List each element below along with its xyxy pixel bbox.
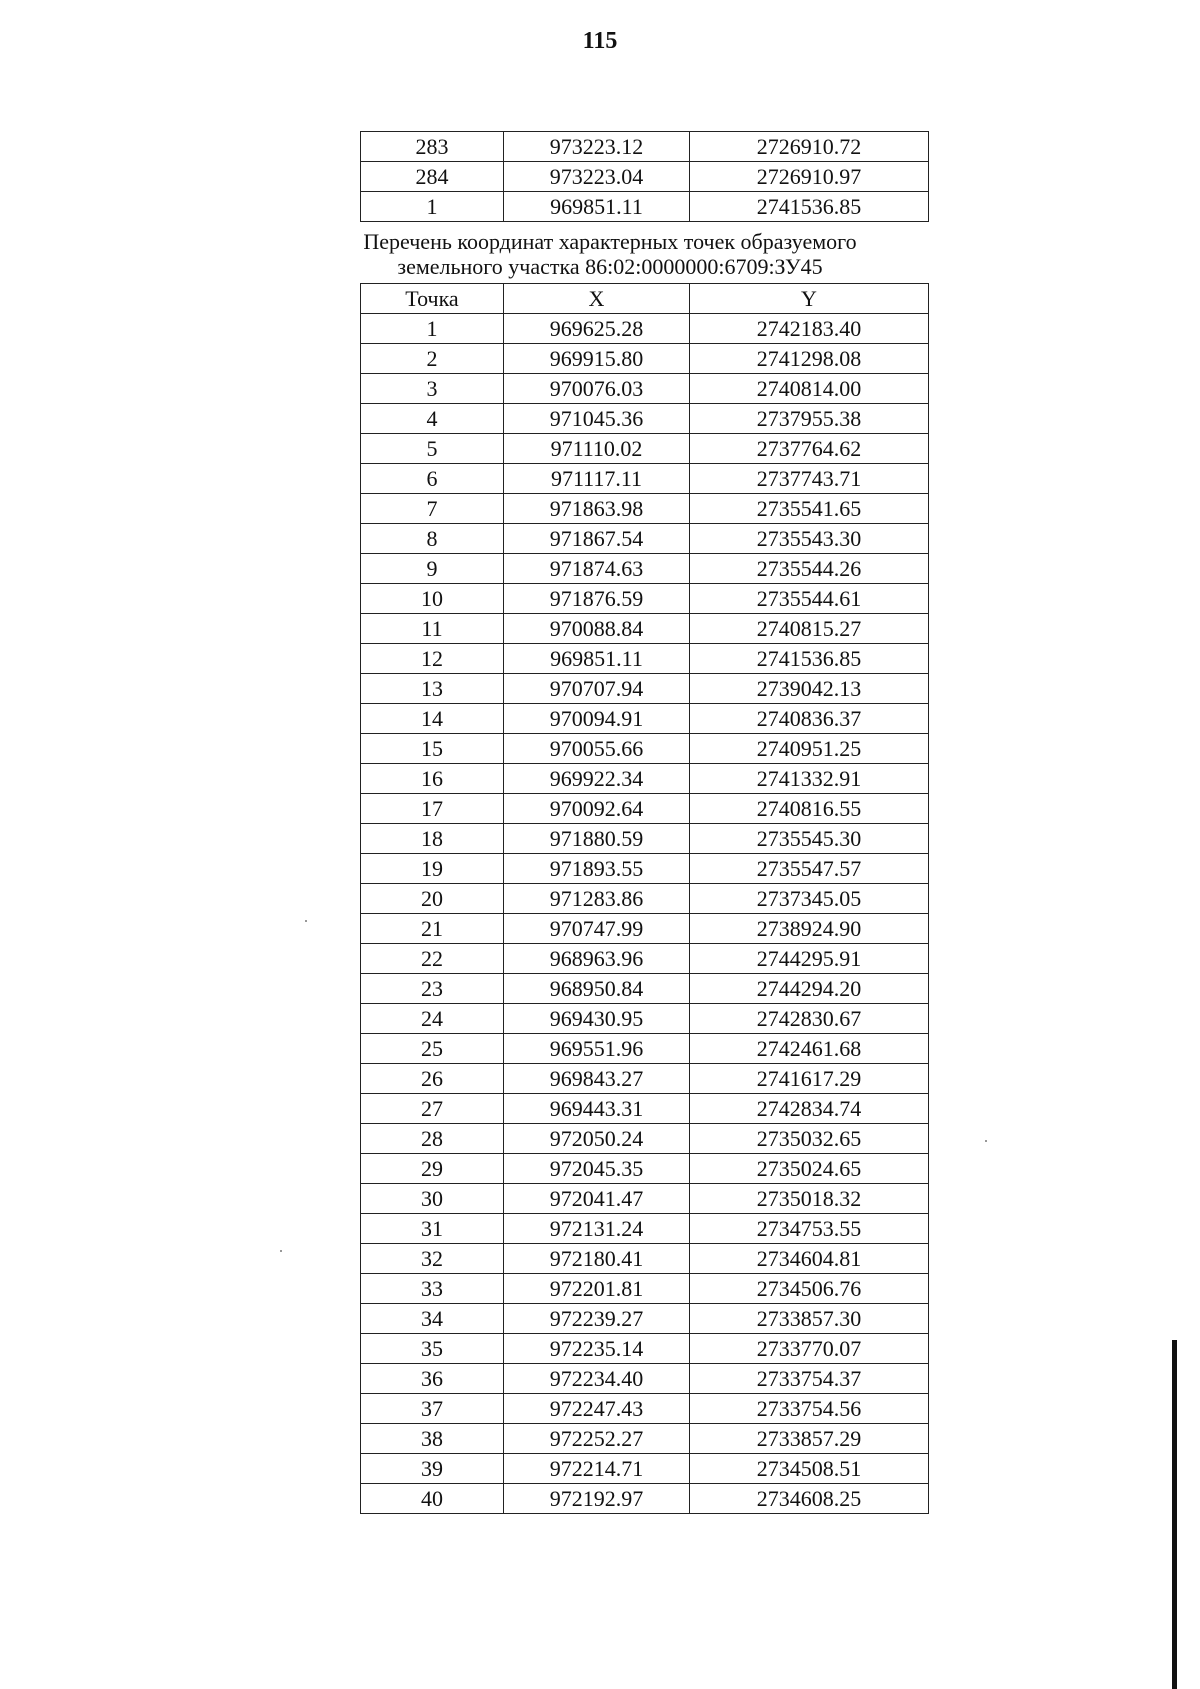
caption-line-2: земельного участка 86:02:0000000:6709:ЗУ45 — [397, 254, 823, 279]
y-cell: 2740836.37 — [690, 704, 929, 734]
y-cell: 2741617.29 — [690, 1064, 929, 1094]
table-row — [361, 1064, 929, 1094]
table-row — [361, 884, 929, 914]
x-cell: 972252.27 — [504, 1424, 690, 1454]
point-cell: 35 — [361, 1334, 504, 1364]
point-cell: 39 — [361, 1454, 504, 1484]
y-cell: 2739042.13 — [690, 674, 929, 704]
point-cell: 283 — [361, 132, 504, 162]
table-caption — [300, 229, 920, 279]
table-row — [361, 1394, 929, 1424]
point-cell: 20 — [361, 884, 504, 914]
y-cell: 2735541.65 — [690, 494, 929, 524]
table-row — [361, 1124, 929, 1154]
table-row — [361, 314, 929, 344]
table-row — [361, 404, 929, 434]
x-cell: 972239.27 — [504, 1304, 690, 1334]
point-cell: 32 — [361, 1244, 504, 1274]
y-cell: 2741332.91 — [690, 764, 929, 794]
table-row — [361, 344, 929, 374]
x-cell: 970094.91 — [504, 704, 690, 734]
y-cell: 2742461.68 — [690, 1034, 929, 1064]
y-cell: 2733770.07 — [690, 1334, 929, 1364]
point-cell: 19 — [361, 854, 504, 884]
point-cell: 10 — [361, 584, 504, 614]
point-cell: 1 — [361, 314, 504, 344]
x-cell: 973223.04 — [504, 162, 690, 192]
x-cell: 972247.43 — [504, 1394, 690, 1424]
scan-speck — [305, 920, 307, 922]
y-cell: 2735024.65 — [690, 1154, 929, 1184]
point-cell: 33 — [361, 1274, 504, 1304]
x-cell: 969851.11 — [504, 192, 690, 222]
scan-edge-bar — [1172, 1340, 1177, 1689]
y-cell: 2742183.40 — [690, 314, 929, 344]
table-row — [361, 434, 929, 464]
y-cell: 2741298.08 — [690, 344, 929, 374]
y-cell: 2741536.85 — [690, 644, 929, 674]
table-row — [361, 1154, 929, 1184]
point-cell: 18 — [361, 824, 504, 854]
y-cell: 2735544.61 — [690, 584, 929, 614]
point-cell: 8 — [361, 524, 504, 554]
point-cell: 13 — [361, 674, 504, 704]
point-cell: 14 — [361, 704, 504, 734]
y-cell: 2734608.25 — [690, 1484, 929, 1514]
point-cell: 6 — [361, 464, 504, 494]
y-cell: 2744295.91 — [690, 944, 929, 974]
x-cell: 970088.84 — [504, 614, 690, 644]
x-cell: 969625.28 — [504, 314, 690, 344]
top-table-body — [361, 132, 929, 222]
table-row — [361, 704, 929, 734]
point-cell: 22 — [361, 944, 504, 974]
table-row — [361, 854, 929, 884]
y-cell: 2726910.72 — [690, 132, 929, 162]
table-row — [361, 192, 929, 222]
y-cell: 2740816.55 — [690, 794, 929, 824]
point-cell: 11 — [361, 614, 504, 644]
table-row — [361, 494, 929, 524]
x-cell: 972234.40 — [504, 1364, 690, 1394]
y-cell: 2733857.30 — [690, 1304, 929, 1334]
table-row — [361, 1244, 929, 1274]
y-cell: 2742830.67 — [690, 1004, 929, 1034]
y-cell: 2740815.27 — [690, 614, 929, 644]
table-row — [361, 734, 929, 764]
header-x: X — [504, 284, 690, 314]
y-cell: 2744294.20 — [690, 974, 929, 1004]
point-cell: 17 — [361, 794, 504, 824]
y-cell: 2740951.25 — [690, 734, 929, 764]
y-cell: 2734506.76 — [690, 1274, 929, 1304]
point-cell: 25 — [361, 1034, 504, 1064]
point-cell: 40 — [361, 1484, 504, 1514]
x-cell: 969843.27 — [504, 1064, 690, 1094]
main-table-body — [361, 314, 929, 1514]
table-row — [361, 794, 929, 824]
y-cell: 2737764.62 — [690, 434, 929, 464]
x-cell: 970092.64 — [504, 794, 690, 824]
y-cell: 2735032.65 — [690, 1124, 929, 1154]
point-cell: 36 — [361, 1364, 504, 1394]
table-row — [361, 644, 929, 674]
table-row — [361, 584, 929, 614]
point-cell: 2 — [361, 344, 504, 374]
point-cell: 29 — [361, 1154, 504, 1184]
table-row — [361, 944, 929, 974]
y-cell: 2737743.71 — [690, 464, 929, 494]
x-cell: 969443.31 — [504, 1094, 690, 1124]
point-cell: 21 — [361, 914, 504, 944]
y-cell: 2741536.85 — [690, 192, 929, 222]
y-cell: 2735544.26 — [690, 554, 929, 584]
x-cell: 969851.11 — [504, 644, 690, 674]
caption-line-1: Перечень координат характерных точек образуемого — [363, 229, 857, 254]
x-cell: 969922.34 — [504, 764, 690, 794]
x-cell: 972131.24 — [504, 1214, 690, 1244]
table-row — [361, 132, 929, 162]
y-cell: 2733754.56 — [690, 1394, 929, 1424]
point-cell: 30 — [361, 1184, 504, 1214]
page-number: 115 — [582, 28, 618, 54]
x-cell: 971110.02 — [504, 434, 690, 464]
x-cell: 970076.03 — [504, 374, 690, 404]
table-row — [361, 374, 929, 404]
x-cell: 971867.54 — [504, 524, 690, 554]
scan-speck — [985, 1140, 987, 1142]
x-cell: 971893.55 — [504, 854, 690, 884]
point-cell: 16 — [361, 764, 504, 794]
point-cell: 4 — [361, 404, 504, 434]
scan-speck — [280, 1250, 282, 1252]
table-row — [361, 764, 929, 794]
y-cell: 2734604.81 — [690, 1244, 929, 1274]
table-row — [361, 1184, 929, 1214]
x-cell: 972201.81 — [504, 1274, 690, 1304]
y-cell: 2733857.29 — [690, 1424, 929, 1454]
y-cell: 2735018.32 — [690, 1184, 929, 1214]
point-cell: 24 — [361, 1004, 504, 1034]
main-coordinates-table — [360, 283, 929, 1514]
point-cell: 5 — [361, 434, 504, 464]
y-cell: 2740814.00 — [690, 374, 929, 404]
point-cell: 34 — [361, 1304, 504, 1334]
table-row — [361, 1274, 929, 1304]
table-row — [361, 1484, 929, 1514]
x-cell: 972045.35 — [504, 1154, 690, 1184]
y-cell: 2735547.57 — [690, 854, 929, 884]
x-cell: 971876.59 — [504, 584, 690, 614]
point-cell: 23 — [361, 974, 504, 1004]
table-row — [361, 1454, 929, 1484]
x-cell: 971880.59 — [504, 824, 690, 854]
table-row — [361, 464, 929, 494]
x-cell: 972180.41 — [504, 1244, 690, 1274]
point-cell: 9 — [361, 554, 504, 584]
x-cell: 970055.66 — [504, 734, 690, 764]
point-cell: 3 — [361, 374, 504, 404]
y-cell: 2734508.51 — [690, 1454, 929, 1484]
x-cell: 971283.86 — [504, 884, 690, 914]
x-cell: 969915.80 — [504, 344, 690, 374]
header-row — [361, 284, 929, 314]
x-cell: 972235.14 — [504, 1334, 690, 1364]
top-coordinates-table — [360, 131, 929, 222]
point-cell: 28 — [361, 1124, 504, 1154]
point-cell: 15 — [361, 734, 504, 764]
point-cell: 12 — [361, 644, 504, 674]
header-y: Y — [690, 284, 929, 314]
point-cell: 1 — [361, 192, 504, 222]
header-point: Точка — [361, 284, 504, 314]
point-cell: 38 — [361, 1424, 504, 1454]
y-cell: 2735545.30 — [690, 824, 929, 854]
x-cell: 972041.47 — [504, 1184, 690, 1214]
x-cell: 970707.94 — [504, 674, 690, 704]
x-cell: 972050.24 — [504, 1124, 690, 1154]
table-row — [361, 974, 929, 1004]
y-cell: 2726910.97 — [690, 162, 929, 192]
x-cell: 971117.11 — [504, 464, 690, 494]
y-cell: 2742834.74 — [690, 1094, 929, 1124]
table-row — [361, 824, 929, 854]
table-row — [361, 1034, 929, 1064]
x-cell: 972214.71 — [504, 1454, 690, 1484]
x-cell: 968950.84 — [504, 974, 690, 1004]
point-cell: 284 — [361, 162, 504, 192]
x-cell: 969551.96 — [504, 1034, 690, 1064]
table-row — [361, 1304, 929, 1334]
point-cell: 37 — [361, 1394, 504, 1424]
y-cell: 2734753.55 — [690, 1214, 929, 1244]
x-cell: 970747.99 — [504, 914, 690, 944]
x-cell: 968963.96 — [504, 944, 690, 974]
point-cell: 27 — [361, 1094, 504, 1124]
y-cell: 2737955.38 — [690, 404, 929, 434]
x-cell: 971863.98 — [504, 494, 690, 524]
y-cell: 2735543.30 — [690, 524, 929, 554]
table-row — [361, 1364, 929, 1394]
point-cell: 7 — [361, 494, 504, 524]
point-cell: 31 — [361, 1214, 504, 1244]
x-cell: 971874.63 — [504, 554, 690, 584]
x-cell: 971045.36 — [504, 404, 690, 434]
table-row — [361, 1094, 929, 1124]
table-row — [361, 162, 929, 192]
table-row — [361, 1334, 929, 1364]
table-row — [361, 1004, 929, 1034]
table-row — [361, 914, 929, 944]
y-cell: 2738924.90 — [690, 914, 929, 944]
point-cell: 26 — [361, 1064, 504, 1094]
x-cell: 973223.12 — [504, 132, 690, 162]
y-cell: 2733754.37 — [690, 1364, 929, 1394]
table-row — [361, 524, 929, 554]
table-row — [361, 554, 929, 584]
x-cell: 972192.97 — [504, 1484, 690, 1514]
x-cell: 969430.95 — [504, 1004, 690, 1034]
table-row — [361, 1424, 929, 1454]
table-row — [361, 674, 929, 704]
y-cell: 2737345.05 — [690, 884, 929, 914]
table-row — [361, 614, 929, 644]
table-row — [361, 1214, 929, 1244]
